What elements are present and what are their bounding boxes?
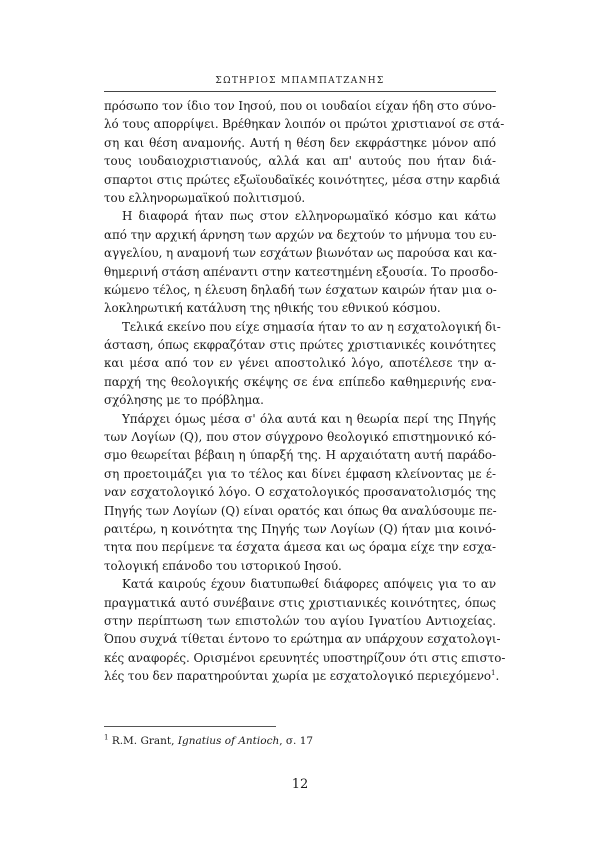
text-line: Η διαφορά ήταν πως στον ελληνορωμαϊκό κόσμο και κάτω	[122, 209, 496, 224]
text-line: πρόσωπο τον ίδιο τον Ιησού, που οι ιουδαίοι είχαν ήδη στο σύνο-	[104, 99, 496, 113]
text-line: των Λογίων (Q), που στον σύγχρονο θεολογικό επιστημονικό κό-	[104, 430, 496, 445]
text-line: σπαρτοι στις πρώτες εξωϊουδαϊκές κοινότητες, μέσα στην καρδιά	[104, 172, 501, 187]
text-line: Κατά καιρούς έχουν διατυπωθεί διάφορες απόψεις για το αν	[122, 577, 496, 592]
footnote-title: Ignatius of Antioch	[177, 735, 280, 747]
text-line: του ελληνορωμαϊκού πολιτισμού.	[104, 190, 306, 205]
page-number: 12	[291, 777, 309, 792]
text-line: Όπου συχνά τίθεται έντονο το ερώτημα αν υπάρχουν εσχατολογι-	[104, 632, 501, 647]
footnote-page: , σ. 17	[279, 735, 314, 747]
text-line: θημερινή στάση απέναντι στην κατεστημένη εξουσία. Το προσδο-	[104, 264, 498, 279]
running-header: ΣΩΤΗΡΙΟΣ ΜΠΑΜΠΑΤΖΑΝΗΣ	[215, 76, 385, 86]
text-line: ση και θέση αναμονής. Αυτή η θέση δεν εκφράστηκε μόνον από	[104, 135, 496, 150]
text-line: αγγελίου, η αναμονή των εσχάτων βιωνόταν ως παρούσα και κα-	[104, 246, 497, 261]
text-line: άσταση, όπως εκφραζόταν στις πρώτες χριστιανικές κοινότητες	[104, 338, 496, 353]
footnote	[104, 734, 496, 748]
text-line: από την αρχική άρνηση των αρχών να δεχτούν το μήνυμα του ευ-	[104, 227, 497, 242]
footnote-reference[interactable]: 1	[491, 669, 496, 678]
text-line: λοκληρωτική κατάλυση της ηθικής του εθνικού κόσμου.	[104, 301, 441, 316]
footnote-number: 1	[104, 733, 109, 742]
text-line: Υπάρχει όμως μέσα σ' όλα αυτά και η θεωρία περί της Πηγής	[122, 411, 496, 426]
body-text	[104, 97, 506, 686]
text-line: και μέσα από τον εν γένει αποστολικό λόγο, αποτέλεσε την α-	[104, 356, 496, 371]
text-line: λό τους απορρίψει. Βρέθηκαν λοιπόν οι πρώτοι χριστιανοί σε στά-	[104, 117, 505, 132]
footnote-author: R.M. Grant,	[111, 735, 175, 747]
text-line: ναν εσχατολογικό λόγο. Ο εσχατολογικός προσανατολισμός της	[104, 485, 496, 500]
text-line: Πηγής των Λογίων (Q) είναι ορατός και όπως θα αναλύσουμε πε-	[104, 503, 497, 518]
text-line: κές αναφορές. Ορισμένοι ερευνητές υποστηρίζουν ότι στις επιστο-	[104, 650, 506, 665]
text-line: Τελικά εκείνο που είχε σημασία ήταν το αν η εσχατολογική δι-	[122, 319, 501, 334]
text-line: τους ιουδαιοχριστιανούς, αλλά και απ' αυτούς που ήταν διά-	[104, 154, 496, 169]
text-line: λές του δεν παρατηρούνται χωρία με εσχατολογικό περιεχόμενο$^1$.	[104, 669, 500, 684]
text-line: ραιτέρω, η κοινότητα της Πηγής των Λογίων (Q) ήταν μια κοινό-	[104, 521, 496, 536]
text-line: ση προετοιμάζει για το τέλος και δίνει έμφαση κλείνοντας με έ-	[104, 466, 496, 481]
text-line: πραγματικά αυτό συνέβαινε στις χριστιανικές κοινότητες, όπως	[104, 595, 496, 610]
text-line: τητα που περίμενε τα έσχατα άμεσα και ως όραμα είχε την εσχα-	[104, 540, 496, 555]
header-rule	[104, 91, 496, 92]
text-line: σμο θεωρείται βέβαιη η ύπαρξή της. Η αρχαιότατη αυτή παράδο-	[104, 448, 496, 463]
text-line: στην περίπτωση των επιστολών του αγίου Ιγνατίου Αντιοχείας.	[104, 613, 496, 628]
footnote-rule	[104, 726, 276, 727]
text-line: τολογική επάνοδο του ιστορικού Ιησού.	[104, 558, 342, 573]
text-line-content: λές του δεν παρατηρούνται χωρία με εσχατολογικό περιεχόμενο	[104, 669, 492, 684]
text-line: σχόλησης με το πρόβλημα.	[104, 393, 264, 408]
text-line: παρχή της θεολογικής σκέψης σε ένα επίπεδο καθημερινής ενα-	[104, 374, 496, 389]
text-line: κώμενο τέλος, η έλευση δηλαδή των έσχατων καιρών ήταν μια ο-	[104, 282, 497, 297]
